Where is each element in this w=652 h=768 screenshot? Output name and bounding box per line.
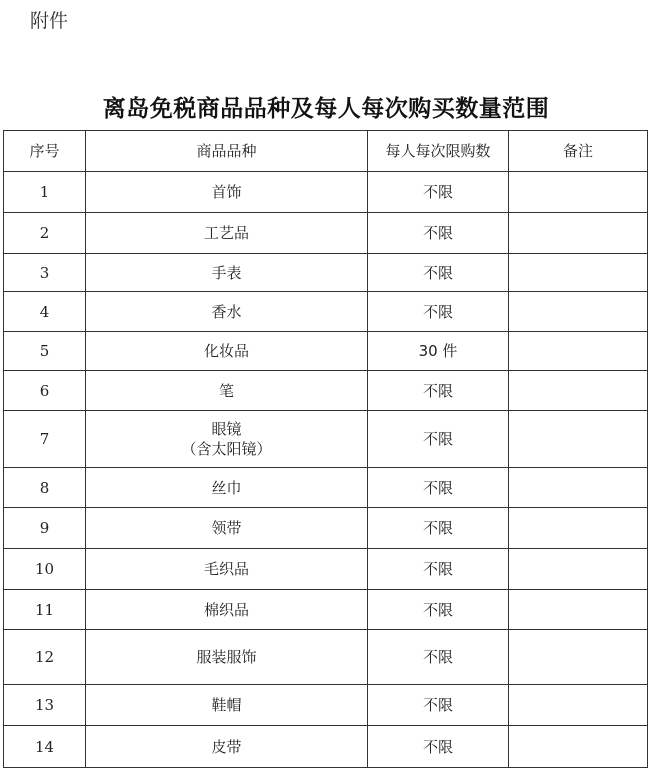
row-category-note: （含太阳镜） [181, 440, 272, 458]
row-index: 8 [4, 468, 86, 508]
row-remark [509, 590, 648, 630]
row-category-cell [86, 411, 368, 468]
row-remark [509, 630, 648, 685]
row-limit: 不限 [368, 468, 509, 508]
row-limit: 不限 [368, 549, 509, 590]
row-index: 1 [4, 172, 86, 213]
document-title: 离岛免税商品品种及每人每次购买数量范围 [102, 96, 550, 122]
row-index: 10 [4, 549, 86, 590]
table-row [4, 726, 648, 768]
row-remark [509, 371, 648, 411]
table-row [4, 549, 648, 590]
row-index: 11 [4, 590, 86, 630]
table-row [4, 685, 648, 726]
duty-free-limits-table [3, 130, 648, 768]
row-category: 领带 [86, 508, 368, 549]
row-limit: 不限 [368, 590, 509, 630]
row-category: 化妆品 [86, 332, 368, 371]
row-remark [509, 213, 648, 254]
row-category: 眼镜 [211, 420, 242, 438]
attachment-label: 附件 [30, 10, 69, 32]
row-index: 6 [4, 371, 86, 411]
table-row [4, 590, 648, 630]
row-index: 13 [4, 685, 86, 726]
row-category: 服装服饰 [86, 630, 368, 685]
table-row [4, 508, 648, 549]
table-row [4, 371, 648, 411]
table-row [4, 254, 648, 292]
row-category: 毛织品 [86, 549, 368, 590]
row-category: 鞋帽 [86, 685, 368, 726]
row-category: 手表 [86, 254, 368, 292]
row-limit: 不限 [368, 411, 509, 468]
row-index: 9 [4, 508, 86, 549]
row-remark [509, 292, 648, 332]
header-remark: 备注 [509, 131, 648, 172]
row-limit: 不限 [368, 254, 509, 292]
row-remark [509, 726, 648, 768]
row-limit: 不限 [368, 630, 509, 685]
row-index: 7 [4, 411, 86, 468]
row-category: 丝巾 [86, 468, 368, 508]
row-remark [509, 411, 648, 468]
row-index: 5 [4, 332, 86, 371]
row-limit: 不限 [368, 213, 509, 254]
row-index: 3 [4, 254, 86, 292]
row-category: 香水 [86, 292, 368, 332]
table-row [4, 213, 648, 254]
row-limit: 不限 [368, 292, 509, 332]
row-index: 2 [4, 213, 86, 254]
row-remark [509, 508, 648, 549]
table-header-row [4, 131, 648, 172]
row-index: 14 [4, 726, 86, 768]
row-limit: 不限 [368, 371, 509, 411]
table-row [4, 292, 648, 332]
row-limit: 不限 [368, 726, 509, 768]
row-remark [509, 172, 648, 213]
header-category: 商品品种 [86, 131, 368, 172]
table-row [4, 468, 648, 508]
row-limit: 不限 [368, 685, 509, 726]
table-row [4, 332, 648, 371]
row-remark [509, 332, 648, 371]
row-remark [509, 685, 648, 726]
row-category: 首饰 [86, 172, 368, 213]
row-limit: 30 件 [368, 332, 509, 371]
row-category: 笔 [86, 371, 368, 411]
table-row [4, 172, 648, 213]
row-remark [509, 254, 648, 292]
row-limit: 不限 [368, 172, 509, 213]
row-category: 棉织品 [86, 590, 368, 630]
row-category: 皮带 [86, 726, 368, 768]
row-limit: 不限 [368, 508, 509, 549]
header-index: 序号 [4, 131, 86, 172]
row-remark [509, 549, 648, 590]
table-row [4, 411, 648, 468]
table-row [4, 630, 648, 685]
row-remark [509, 468, 648, 508]
row-category: 工艺品 [86, 213, 368, 254]
header-limit: 每人每次限购数 [368, 131, 509, 172]
row-index: 12 [4, 630, 86, 685]
row-index: 4 [4, 292, 86, 332]
